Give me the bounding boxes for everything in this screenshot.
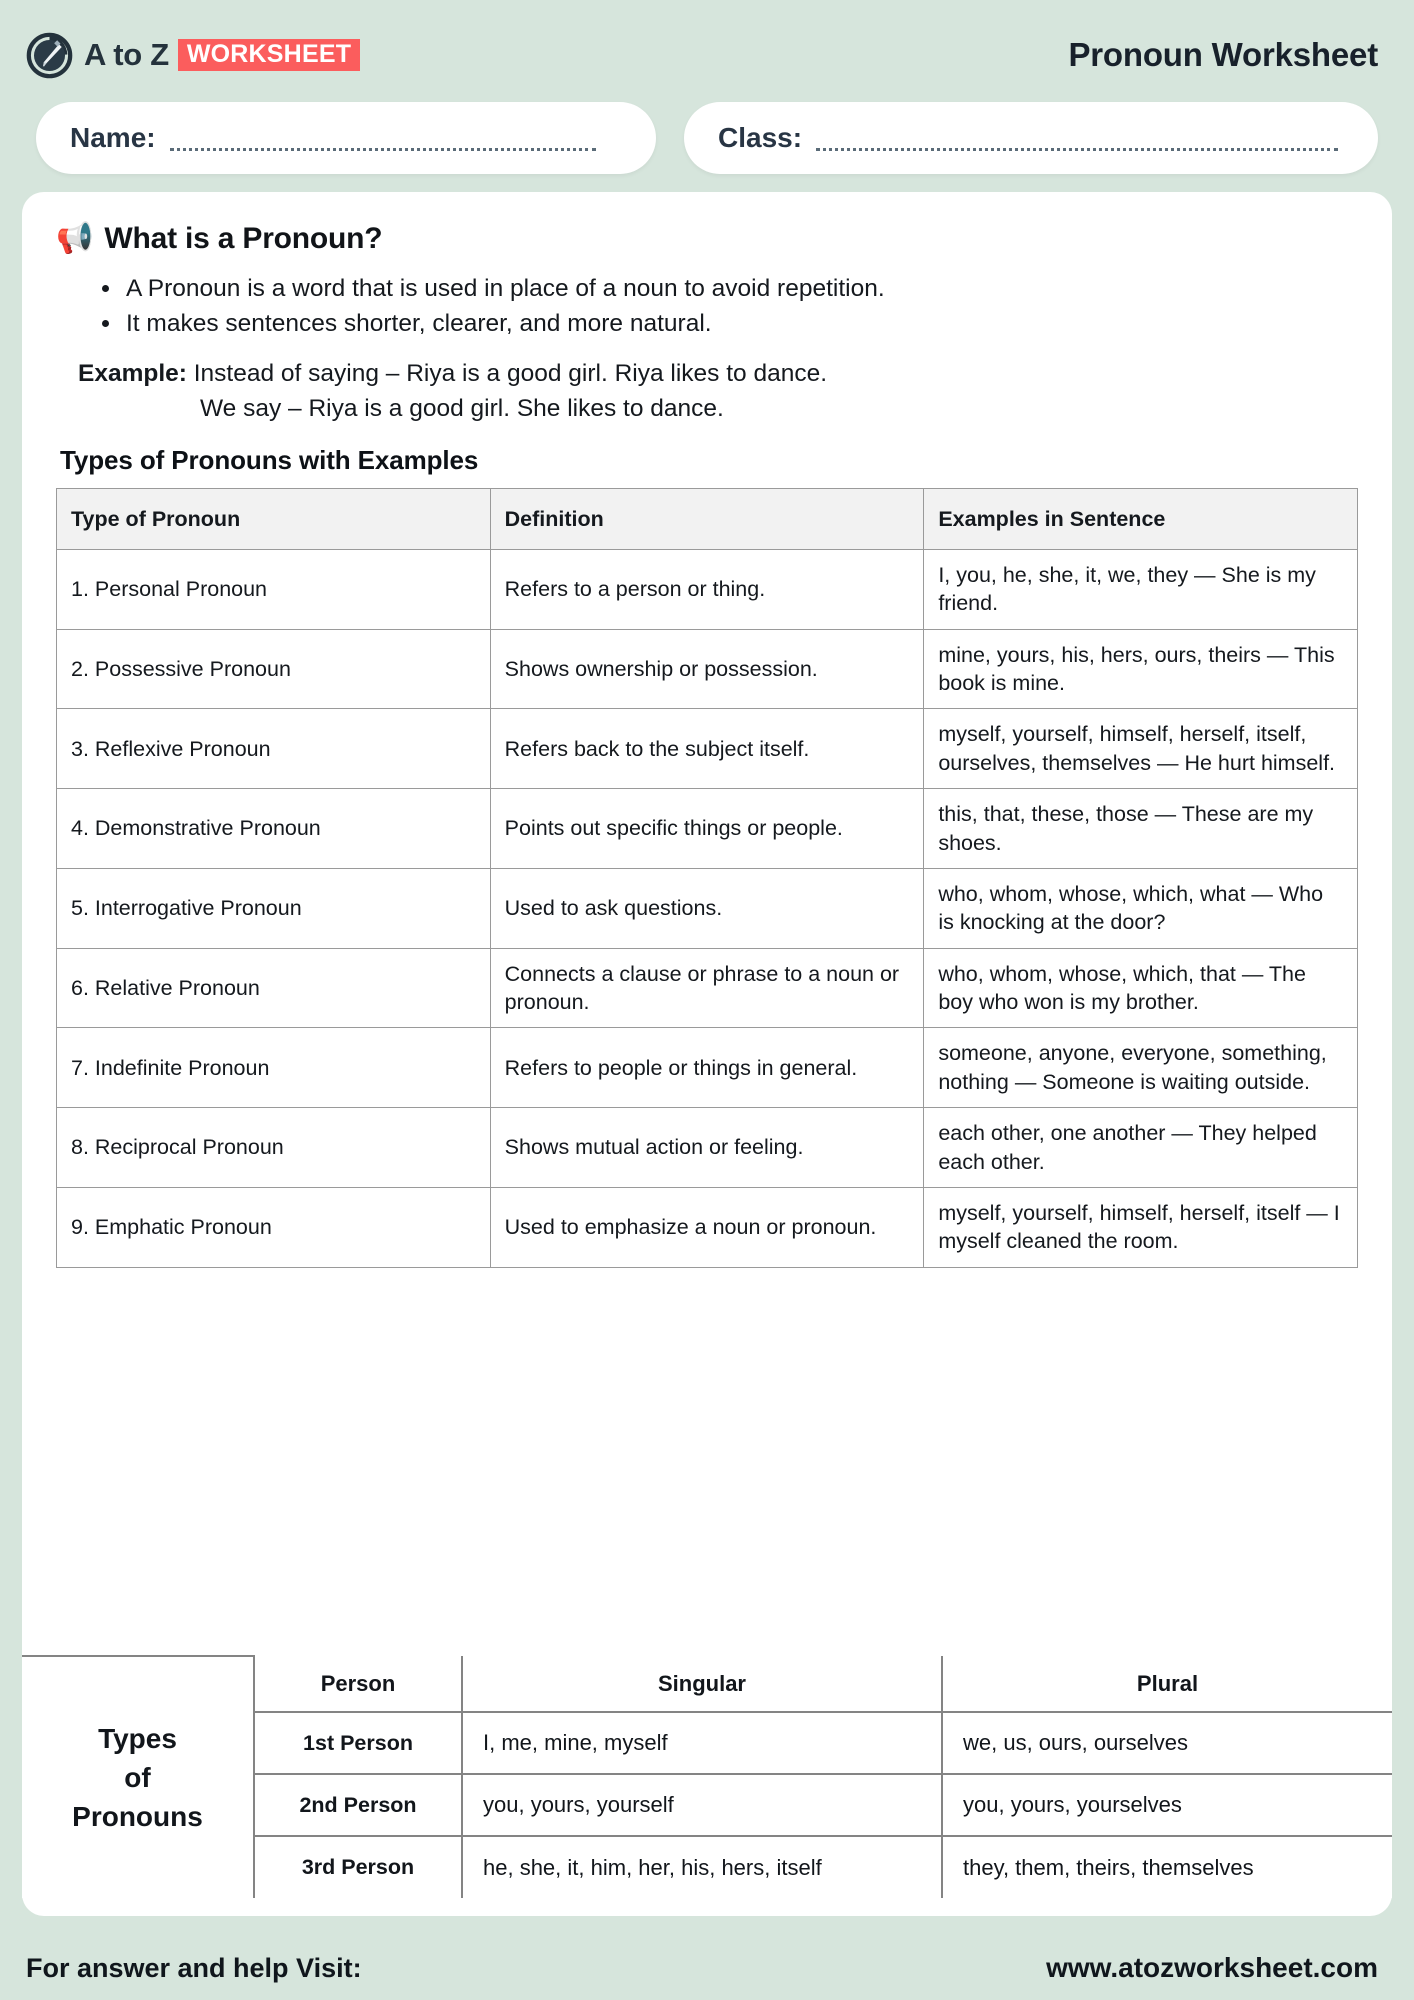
footer-website-link[interactable]: www.atozworksheet.com bbox=[1046, 1952, 1378, 1983]
cell-definition: Connects a clause or phrase to a noun or pronoun. bbox=[490, 948, 924, 1028]
table-row bbox=[57, 549, 1358, 629]
cell-definition: Shows ownership or possession. bbox=[490, 629, 924, 709]
table-row bbox=[57, 1108, 1358, 1188]
brand-wordmark bbox=[84, 37, 360, 73]
pronoun-persons-table bbox=[22, 1655, 1392, 1898]
cell-examples: who, whom, whose, which, that — The boy who won is my brother. bbox=[924, 948, 1358, 1028]
cell-definition: Points out specific things or people. bbox=[490, 789, 924, 869]
page-title: Pronoun Worksheet bbox=[1068, 36, 1378, 73]
cell-definition: Used to emphasize a noun or pronoun. bbox=[490, 1187, 924, 1267]
megaphone-icon: 📢 bbox=[56, 222, 94, 255]
example-line-2: We say – Riya is a good girl. She likes to dance. bbox=[200, 395, 724, 423]
side-label-line-3: Pronouns bbox=[72, 1801, 203, 1833]
pen-circle-logo-icon bbox=[26, 32, 73, 79]
cell-type: 4. Demonstrative Pronoun bbox=[57, 789, 491, 869]
table-row bbox=[57, 1028, 1358, 1108]
brand-atoz-text: A to Z bbox=[84, 37, 169, 72]
class-field-box[interactable] bbox=[684, 102, 1378, 174]
cell-type: 7. Indefinite Pronoun bbox=[57, 1028, 491, 1108]
cell-definition: Refers to people or things in general. bbox=[490, 1028, 924, 1108]
class-label: Class: bbox=[718, 122, 803, 153]
cell-examples: who, whom, whose, which, what — Who is knocking at the door? bbox=[924, 868, 1358, 948]
page-header bbox=[0, 22, 1414, 88]
table-row bbox=[57, 868, 1358, 948]
cell-type: 9. Emphatic Pronoun bbox=[57, 1187, 491, 1267]
cell-singular: you, yours, yourself bbox=[462, 1774, 942, 1836]
col-header-plural: Plural bbox=[942, 1656, 1392, 1712]
definition-bullet-list bbox=[100, 272, 1358, 342]
example-block bbox=[78, 356, 1358, 427]
table-header-row bbox=[57, 488, 1358, 549]
cell-person: 1st Person bbox=[254, 1712, 462, 1774]
side-label-line-2: of bbox=[124, 1761, 151, 1793]
cell-plural: we, us, ours, ourselves bbox=[942, 1712, 1392, 1774]
brand-logo bbox=[26, 32, 360, 79]
pronoun-types-table bbox=[56, 488, 1358, 1268]
cell-definition: Refers to a person or thing. bbox=[490, 549, 924, 629]
col-header-definition: Definition bbox=[490, 488, 924, 549]
example-line-1: Instead of saying – Riya is a good girl. Riya likes to dance. bbox=[193, 359, 828, 387]
list-item: It makes sentences shorter, clearer, and more natural. bbox=[100, 307, 1358, 342]
name-label: Name: bbox=[70, 122, 156, 153]
persons-header-row bbox=[22, 1656, 1392, 1712]
cell-type: 5. Interrogative Pronoun bbox=[57, 868, 491, 948]
table-row bbox=[57, 709, 1358, 789]
footer-help-text: For answer and help Visit: bbox=[26, 1952, 362, 1983]
side-label-line-1: Types bbox=[98, 1722, 177, 1754]
table-row bbox=[57, 629, 1358, 709]
table-row bbox=[57, 1187, 1358, 1267]
cell-plural: they, them, theirs, themselves bbox=[942, 1836, 1392, 1898]
cell-examples: mine, yours, his, hers, ours, theirs — This book is mine. bbox=[924, 629, 1358, 709]
col-header-person: Person bbox=[254, 1656, 462, 1712]
cell-type: 8. Reciprocal Pronoun bbox=[57, 1108, 491, 1188]
brand-worksheet-chip: WORKSHEET bbox=[178, 39, 360, 71]
name-input-line[interactable] bbox=[170, 148, 596, 151]
persons-side-label bbox=[22, 1656, 254, 1898]
cell-singular: I, me, mine, myself bbox=[462, 1712, 942, 1774]
table-row bbox=[57, 789, 1358, 869]
cell-examples: I, you, he, she, it, we, they — She is my friend. bbox=[924, 549, 1358, 629]
cell-person: 3rd Person bbox=[254, 1836, 462, 1898]
section-heading bbox=[56, 222, 1358, 256]
col-header-examples: Examples in Sentence bbox=[924, 488, 1358, 549]
types-table-title: Types of Pronouns with Examples bbox=[60, 444, 479, 475]
cell-plural: you, yours, yourselves bbox=[942, 1774, 1392, 1836]
page-footer bbox=[26, 1952, 1378, 1984]
cell-type: 2. Possessive Pronoun bbox=[57, 629, 491, 709]
section-title: What is a Pronoun? bbox=[104, 222, 383, 255]
cell-definition: Used to ask questions. bbox=[490, 868, 924, 948]
cell-examples: each other, one another — They helped each other. bbox=[924, 1108, 1358, 1188]
cell-type: 6. Relative Pronoun bbox=[57, 948, 491, 1028]
class-input-line[interactable] bbox=[816, 148, 1338, 151]
cell-examples: myself, yourself, himself, herself, itself, ourselves, themselves — He hurt himself. bbox=[924, 709, 1358, 789]
cell-singular: he, she, it, him, her, his, hers, itself bbox=[462, 1836, 942, 1898]
table-row bbox=[57, 948, 1358, 1028]
cell-type: 3. Reflexive Pronoun bbox=[57, 709, 491, 789]
cell-definition: Shows mutual action or feeling. bbox=[490, 1108, 924, 1188]
cell-examples: someone, anyone, everyone, something, nothing — Someone is waiting outside. bbox=[924, 1028, 1358, 1108]
cell-examples: myself, yourself, himself, herself, itself — I myself cleaned the room. bbox=[924, 1187, 1358, 1267]
col-header-singular: Singular bbox=[462, 1656, 942, 1712]
list-item: A Pronoun is a word that is used in place of a noun to avoid repetition. bbox=[100, 272, 1358, 307]
cell-definition: Refers back to the subject itself. bbox=[490, 709, 924, 789]
name-field-box[interactable] bbox=[36, 102, 656, 174]
cell-person: 2nd Person bbox=[254, 1774, 462, 1836]
cell-examples: this, that, these, those — These are my shoes. bbox=[924, 789, 1358, 869]
example-label: Example: bbox=[78, 359, 187, 387]
col-header-type: Type of Pronoun bbox=[57, 488, 491, 549]
student-info-row bbox=[36, 102, 1378, 174]
persons-table-wrap bbox=[22, 1655, 1392, 1901]
cell-type: 1. Personal Pronoun bbox=[57, 549, 491, 629]
